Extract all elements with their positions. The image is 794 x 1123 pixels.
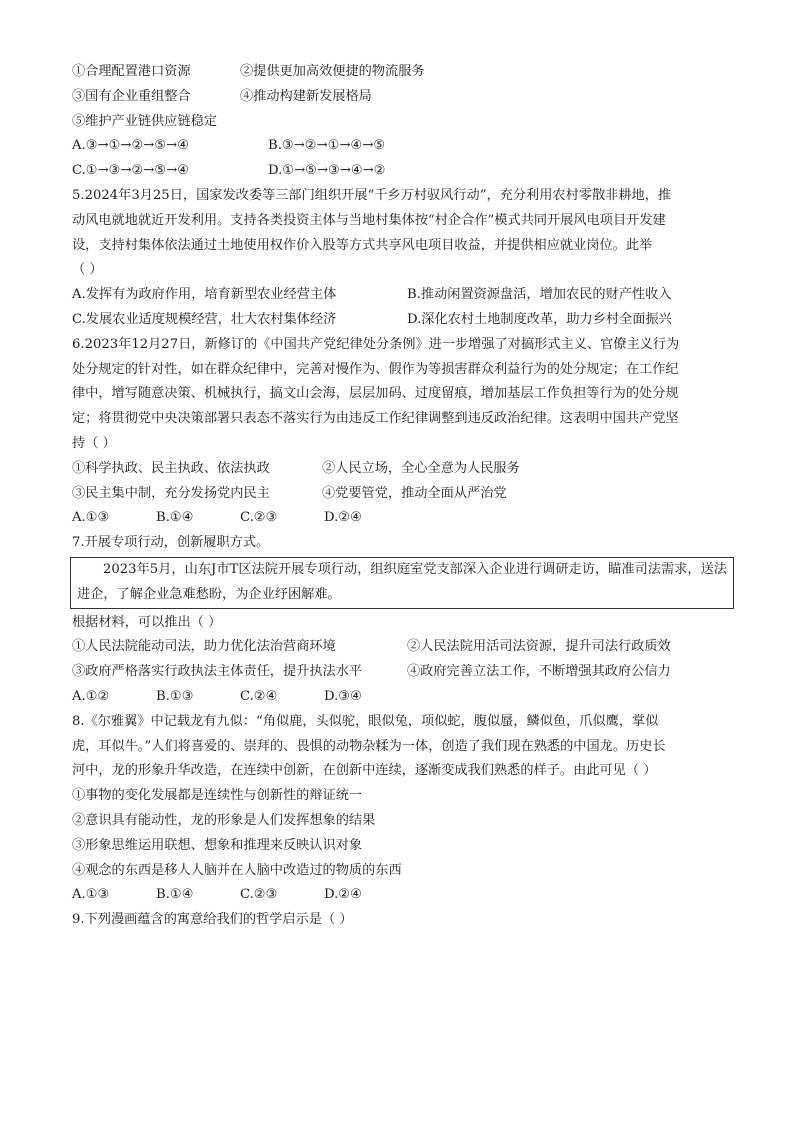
q7-options-row-2: [72, 660, 732, 685]
q7-choice-a: A.①②: [72, 688, 110, 704]
q6-choice-a: A.①③: [72, 510, 110, 526]
q6-options-row-1: [72, 457, 732, 482]
q7-choices-row: [72, 685, 732, 710]
q5-choice-a: A.发挥有为政府作用，培育新型农业经营主体: [72, 287, 337, 303]
q6-options-row-2: [72, 482, 732, 507]
q5-stem-line-2: 动风电就地就近开发利用。支持各类投资主体与当地村集体按“村企合作”模式共同开展风电项目开发建: [72, 212, 666, 228]
q8-option-4: ④观念的东西是移人人脑并在人脑中改造过的物质的东西: [72, 862, 402, 878]
q5-choice-b: B.推动闲置资源盘活，增加农民的财产性收入: [407, 287, 672, 303]
q4-option-2: ②提供更加高效便捷的物流服务: [240, 64, 425, 79]
q4-option-1: ①合理配置港口资源: [72, 64, 191, 79]
q4-option-4: ④推动构建新发展格局: [240, 88, 372, 104]
exam-page: [72, 60, 732, 933]
q6-choice-b: B.①④: [156, 510, 194, 526]
q8-choice-c: C.②③: [240, 887, 278, 903]
q5-stem-line-1: 5.2024年3月25日，国家发改委等三部门组织开展“千乡万村驭风行动”，充分利用农村零散非耕地，推: [72, 187, 672, 203]
q4-choice-b: B.③→②→①→④→⑤: [268, 138, 386, 154]
q6-choice-d: D.②④: [324, 510, 362, 526]
q6-option-3: ③民主集中制，充分发扬党内民主: [72, 485, 270, 501]
q4-choice-c: C.①→③→②→⑤→④: [72, 163, 190, 179]
q7-choice-c: C.②④: [240, 688, 278, 704]
q6-stem-line-3: 律中，增写随意决策、机械执行，搞文山会海，层层加码、过度留痕，增加基层工作负担等行为的处分规: [72, 386, 679, 402]
q4-choices-row-2: [72, 159, 732, 184]
q4-choice-d: D.①→⑤→③→④→②: [268, 163, 386, 179]
q7-ask: 根据材料，可以推出（ ）: [72, 614, 222, 630]
q9-stem: 9.下列漫画蕴含的寓意给我们的哲学启示是（ ）: [72, 912, 353, 928]
q8-stem-line-3: 河中，龙的形象升华改造，在连续中创新，在创新中连续，逐渐变成我们熟悉的样子。由此可见（ ）: [72, 763, 657, 779]
q6-option-2: ②人民立场，全心全意为人民服务: [322, 460, 520, 476]
q4-choices-row-1: [72, 134, 732, 159]
q6-stem-line-1: 6.2023年12月27日，新修订的《中国共产党纪律处分条例》进一步增强了对搞形式主义、官僚主义行为: [72, 336, 680, 352]
q6-choice-c: C.②③: [240, 510, 278, 526]
q7-options-row-1: [72, 635, 732, 660]
q6-stem-line-2: 处分规定的针对性，如在群众纪律中，完善对慢作为、假作为等损害群众利益行为的处分规定；在工作纪: [72, 361, 679, 377]
q4-options-row-1: [72, 60, 732, 85]
q4-option-5: ⑤维护产业链供应链稳定: [72, 113, 218, 129]
q8-choice-a: A.①③: [72, 887, 110, 903]
q8-choice-d: D.②④: [324, 887, 362, 903]
q7-choice-d: D.③④: [324, 688, 362, 704]
q8-option-1: ①事物的变化发展都是连续性与创新性的辩证统一: [72, 788, 363, 804]
q8-option-2: ②意识具有能动性，龙的形象是人们发挥想象的结果: [72, 812, 376, 828]
q8-option-3: ③形象思维运用联想、想象和推理来反映认识对象: [72, 837, 363, 853]
q6-stem-line-4: 定；将贯彻党中央决策部署只表态不落实行为由违反工作纪律调整到违反政治纪律。这表明中国共产党坚: [72, 411, 679, 427]
q5-choice-d: D.深化农村土地制度改革，助力乡村全面振兴: [407, 311, 672, 327]
q7-option-2: ②人民法院用活司法资源，提升司法行政质效: [407, 639, 671, 655]
q8-choice-b: B.①④: [156, 887, 194, 903]
q7-option-4: ④政府完善立法工作，不断增强其政府公信力: [407, 664, 671, 680]
q7-choice-b: B.①③: [156, 688, 194, 704]
q8-stem-line-2: 虎，耳似牛。”人们将喜爱的、崇拜的、畏惧的动物杂糅为一体，创造了我们现在熟悉的中国龙。历史长: [72, 738, 666, 754]
q7-option-1: ①人民法院能动司法，助力优化法治营商环境: [72, 639, 336, 655]
q8-stem-line-1: 8.《尔雅翼》中记载龙有九似：“角似鹿，头似驼，眼似兔，项似蛇，腹似蜃，鳞似鱼，爪似鹰，掌似: [72, 713, 659, 729]
q5-choices-row-2: [72, 308, 732, 333]
q5-choices-row-1: [72, 283, 732, 308]
q6-choices-row: [72, 506, 732, 531]
q5-choice-c: C.发展农业适度规模经营，壮大农村集体经济: [72, 311, 337, 327]
q8-choices-row: [72, 883, 732, 908]
q7-material-box: 2023年5月，山东J市T区法院开展专项行动，组织庭室党支部深入企业进行调研走访，瞄准司法需求，送法进企，了解企业急难愁盼，为企业纾困解难。: [70, 557, 734, 609]
q6-option-1: ①科学执政、民主执政、依法执政: [72, 460, 270, 476]
q5-stem-line-3: 设，支持村集体依法通过土地使用权作价入股等方式共享风电项目收益，并提供相应就业岗位。此举: [72, 237, 653, 253]
q7-stem: 7.开展专项行动，创新履职方式。: [72, 535, 270, 551]
q4-choice-a: A.③→①→②→⑤→④: [72, 138, 190, 154]
q7-option-3: ③政府严格落实行政执法主体责任，提升执法水平: [72, 664, 363, 680]
q6-stem-line-5: 持（ ）: [72, 435, 116, 451]
q4-options-row-2: [72, 85, 732, 110]
q5-stem-line-4: （ ）: [72, 262, 103, 278]
q4-option-3: ③国有企业重组整合: [72, 88, 191, 104]
q6-option-4: ④党要管党，推动全面从严治党: [322, 485, 507, 501]
